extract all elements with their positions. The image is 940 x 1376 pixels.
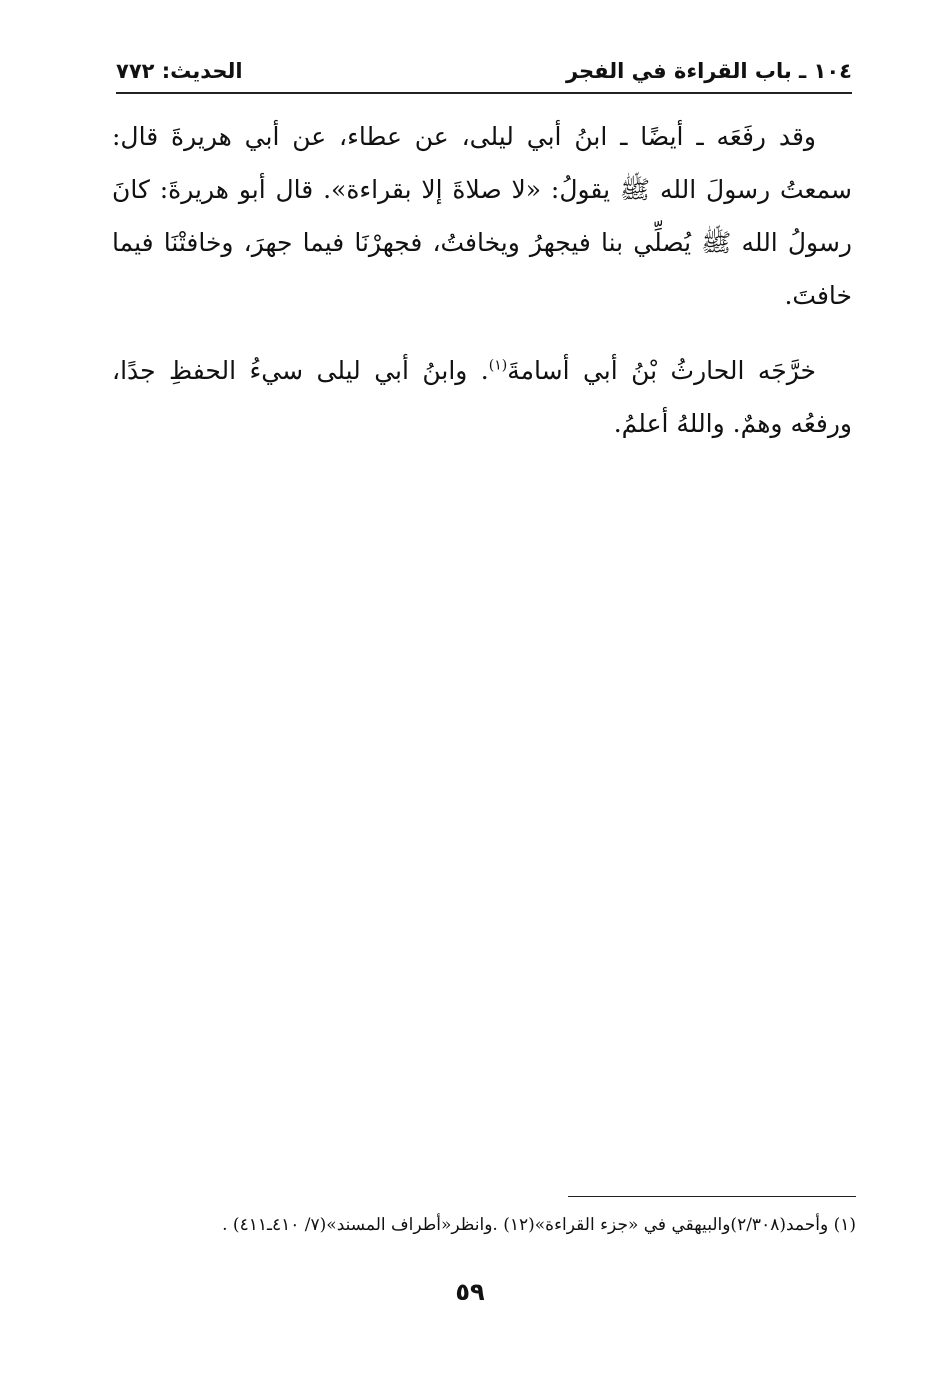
paragraph: وقد رفَعَه ـ أيضًا ـ ابنُ أبي ليلى، عن عطاء، عن أبي هريرةَ قال: سمعتُ رسولَ الله ﷺ يقولُ: «لا صلاةَ إلا بقراءة». قال أبو هريرةَ: كانَ رسولُ الله ﷺ يُصلِّي بنا فيجهرُ ويخافتُ، فجهرْنَا فيما جهرَ، وخافتْنَا فيما خافتَ. <box>112 122 852 310</box>
main-text <box>112 110 852 450</box>
footnote-divider <box>568 1196 856 1197</box>
paragraph-text: خرَّجَه الحارثُ بْنُ أبي أسامةَ <box>507 356 816 385</box>
hadith-number: الحديث: ٧٧٢ <box>116 59 243 83</box>
paragraph-text: . وابنُ أبي ليلى سيءُ الحفظِ جدًا، ورفعُه وهمٌ. واللهُ أعلمُ. <box>112 356 852 438</box>
chapter-title: ١٠٤ ـ باب القراءة في الفجر <box>565 59 852 83</box>
running-header <box>116 56 852 92</box>
footnote: (١) وأحمد(٢/٣٠٨)والبيهقي في «جزء القراءة»(١٢) .وانظر«أطراف المسند»(٧/ ٤١٠ـ٤١١) . <box>222 1215 856 1235</box>
page-number: ٥٩ <box>455 1278 485 1306</box>
header-divider <box>116 92 852 94</box>
paragraph <box>112 344 852 450</box>
footnote-reference: (١) <box>488 357 508 374</box>
